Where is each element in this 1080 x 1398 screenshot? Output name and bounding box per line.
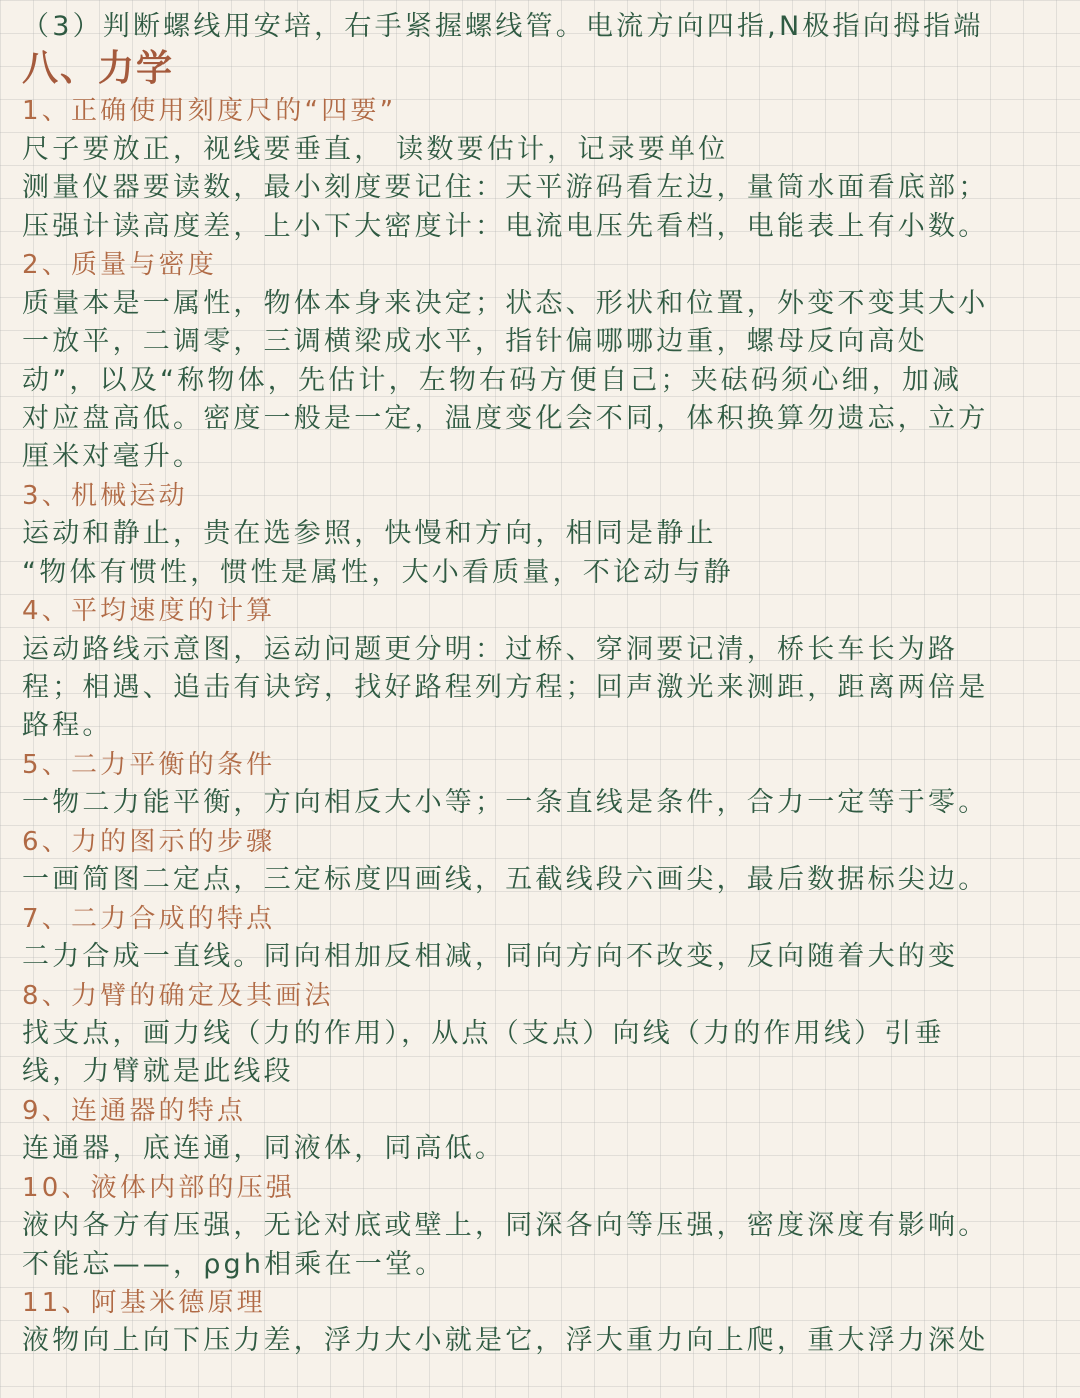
note-line: 找支点，画力线（力的作用），从点（支点）向线（力的作用线）引垂 <box>22 1017 945 1049</box>
section-heading: 7、二力合成的特点 <box>22 903 276 934</box>
note-line: 二力合成一直线。同向相加反相减，同向方向不改变，反向随着大的变 <box>22 941 959 973</box>
note-line: 一画简图二定点，三定标度四画线，五截线段六画尖，最后数据标尖边。 <box>22 864 989 896</box>
note-line: “物体有惯性，惯性是属性，大小看质量，不论动与静 <box>22 556 734 588</box>
note-line: 测量仪器要读数，最小刻度要记住：天平游码看左边，量筒水面看底部； <box>22 172 989 204</box>
note-line: 不能忘——，ρgh相乘在一堂。 <box>22 1248 446 1280</box>
note-line: 尺子要放正，视线要垂直， 读数要估计，记录要单位 <box>22 133 729 165</box>
section-heading: 3、机械运动 <box>22 480 188 511</box>
note-line: 动”，以及“称物体，先估计，左物右码方便自己；夹砝码须心细，加减 <box>22 364 963 396</box>
note-line: 液内各方有压强，无论对底或壁上，同深各向等压强，密度深度有影响。 <box>22 1210 989 1242</box>
note-line: 程；相遇、追击有诀窍，找好路程列方程；回声激光来测距，距离两倍是 <box>22 672 989 703</box>
note-line: 一物二力能平衡，方向相反大小等；一条直线是条件，合力一定等于零。 <box>22 787 989 819</box>
note-line: 路程。 <box>22 710 113 742</box>
section-heading: 4、平均速度的计算 <box>22 596 276 627</box>
note-line: 连通器，底连通，同液体，同高低。 <box>22 1133 506 1165</box>
notes-body <box>22 92 1067 1360</box>
section-heading: 8、力臂的确定及其画法 <box>22 980 334 1011</box>
section-heading: 9、连通器的特点 <box>22 1095 247 1126</box>
note-line: 质量本是一属性，物体本身来决定；状态、形状和位置，外变不变其大小 <box>22 287 989 319</box>
note-line: 对应盘高低。密度一般是一定，温度变化会不同，体积换算勿遗忘，立方 <box>22 402 989 434</box>
section-heading: 5、二力平衡的条件 <box>22 749 276 780</box>
note-line: 一放平，二调零，三调横梁成水平，指针偏哪哪边重，螺母反向高处 <box>22 326 928 358</box>
section-heading: 6、力的图示的步骤 <box>22 826 276 857</box>
top-line: （3）判断螺线用安培，右手紧握螺线管。电流方向四指,N极指向拇指端 <box>22 11 984 42</box>
section-heading: 1、正确使用刻度尺的“四要” <box>22 96 397 127</box>
notes-page <box>22 8 1067 1361</box>
note-line: 液物向上向下压力差，浮力大小就是它，浮大重力向上爬，重大浮力深处 <box>22 1325 989 1357</box>
section-heading: 2、质量与密度 <box>22 250 217 281</box>
section-title: 八、力学 <box>22 48 175 90</box>
section-heading: 10、液体内部的压强 <box>22 1172 296 1203</box>
note-line: 运动路线示意图，运动问题更分明：过桥、穿洞要记清，桥长车长为路 <box>22 633 959 665</box>
note-line: 厘米对毫升。 <box>22 441 204 473</box>
note-line: 线，力臂就是此线段 <box>22 1056 294 1088</box>
note-line: 运动和静止，贵在选参照，快慢和方向，相同是静止 <box>22 518 717 550</box>
note-line: 压强计读高度差，上小下大密度计：电流电压先看档，电能表上有小数。 <box>22 210 989 242</box>
section-heading: 11、阿基米德原理 <box>22 1288 266 1318</box>
